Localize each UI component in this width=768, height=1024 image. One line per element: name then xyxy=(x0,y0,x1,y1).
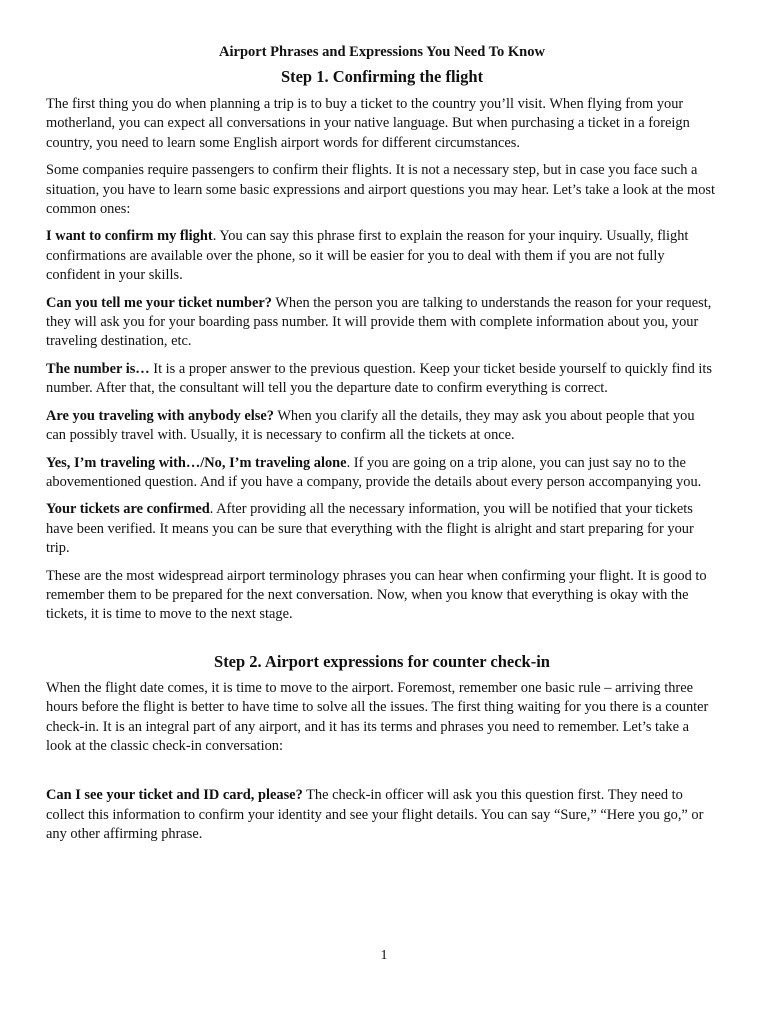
page-number: 1 xyxy=(380,948,388,963)
phrase-tickets-confirmed-text: . After providing all the necessary information, you will be notified that your tickets have been verified. It means you can be sure that everything with the flight is alright and start preparing for your trip. xyxy=(46,501,694,557)
step1-heading: Step 1. Confirming the flight xyxy=(280,67,484,86)
phrase-traveling-with-text: When you clarify all the details, they may ask you about people that you can possibly travel with. Usually, it is necessary to confirm all the tickets at once. xyxy=(46,407,695,444)
phrase-paragraph-traveling-with xyxy=(46,407,718,446)
phrase-traveling-alone-text: . If you are going on a trip alone, you can just say no to the abovementioned question. And if you have a company, provide the details about every person accompanying you. xyxy=(46,454,702,490)
phrase-traveling-alone: Yes, I’m traveling with…/No, I’m traveling alone xyxy=(46,454,347,471)
phrase-paragraph-number-is xyxy=(46,360,718,399)
phrase-paragraph-ticket-number xyxy=(46,294,718,352)
phrase-tickets-confirmed: Your tickets are confirmed xyxy=(46,501,210,518)
phrase-ticket-id-text: The check-in officer will ask you this question first. They need to collect this information to confirm your identity and see your flight details. You can say “Sure,” “Here you go,” or any other affirming phrase. xyxy=(46,787,704,843)
step1-closing-paragraph: These are the most widespread airport terminology phrases you can hear when confirming your flight. It is good to remember them to be prepared for the next conversation. Now, when you know that everything is okay with the tickets, it is time to move to the next stage. xyxy=(46,567,707,623)
step2-intro-paragraph: When the flight date comes, it is time to move to the airport. Foremost, remember one basic rule – arriving three hours before the flight is better to have time to solve all the issues. The first thing waiting for you there is a counter check-in. It is an integral part of any airport, and it has its terms and phrases you need to remember. Let’s take a look at the classic check-in conversation: xyxy=(46,679,709,754)
phrase-confirm-flight: I want to confirm my flight xyxy=(46,228,213,245)
step1-intro-paragraph-1: The first thing you do when planning a trip is to buy a ticket to the country you’ll visit. When flying from your motherland, you can expect all conversations in your native language. But when purchasing a ticket in a foreign country, you need to learn some English airport words for different circumstances. xyxy=(46,96,690,151)
step2-heading: Step 2. Airport expressions for counter check-in xyxy=(214,651,550,671)
document-title: Airport Phrases and Expressions You Need To Know xyxy=(219,44,545,60)
phrase-paragraph-traveling-alone xyxy=(46,454,718,493)
phrase-ticket-number: Can you tell me your ticket number? xyxy=(46,294,272,311)
phrase-traveling-with: Are you traveling with anybody else? xyxy=(46,407,274,424)
phrase-ticket-number-text: When the person you are talking to understands the reason for your request, they will ask you for your boarding pass number. It will provide them with complete information about you, your traveling destination, etc. xyxy=(46,294,712,350)
step1-intro-paragraph-2: Some companies require passengers to confirm their flights. It is not a necessary step, but in case you face such a situation, you have to learn some basic expressions and airport questions you may hear. Let’s take a look at the most common ones: xyxy=(46,162,716,218)
phrase-confirm-flight-text: . You can say this phrase first to explain the reason for your inquiry. Usually, flight confirmations are available over the phone, so it will be easier for you to deal with them if you are not fully confident in your skills. xyxy=(46,228,689,284)
phrase-paragraph-confirm-flight xyxy=(46,227,718,285)
phrase-paragraph-ticket-id xyxy=(46,786,718,844)
phrase-number-is: The number is… xyxy=(46,360,150,377)
phrase-number-is-text: It is a proper answer to the previous question. Keep your ticket beside yourself to quickly find its number. After that, the consultant will tell you the departure date to confirm everything is correct. xyxy=(46,360,712,397)
phrase-ticket-id: Can I see your ticket and ID card, please? xyxy=(46,787,303,804)
phrase-paragraph-tickets-confirmed xyxy=(46,500,718,558)
document-page xyxy=(46,42,718,853)
